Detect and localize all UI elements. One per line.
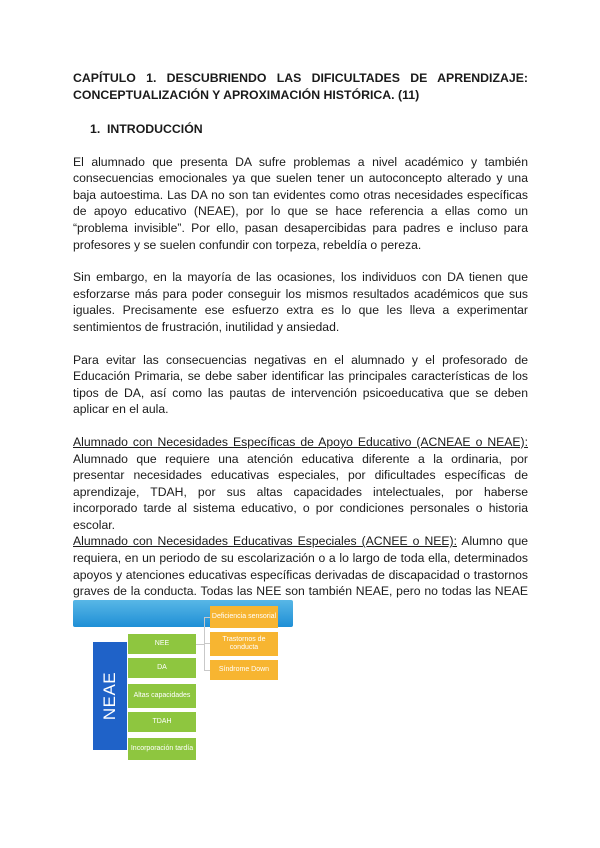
section-title: INTRODUCCIÓN <box>107 122 203 136</box>
document-page <box>73 70 528 616</box>
paragraph-3: Para evitar las consecuencias negativas en el alumnado y el profesorado de Educación Primaria, se debe saber identificar las principales características de los tipos de DA, así como las pautas de intervención psicoeducativa que se deben aplicar en el aula. <box>73 352 528 417</box>
definition-neae <box>73 434 528 534</box>
section-number: 1. <box>90 122 101 136</box>
subtype-deficiencia-sensorial: Deficiencia sensorial <box>210 606 278 628</box>
definition-neae-term: Alumnado con Necesidades Específicas de Apoyo Educativo (ACNEAE o NEAE): <box>73 434 528 449</box>
definition-neae-text: Alumnado que requiere una atención educativa diferente a la ordinaria, por presentar necesidades educativas especiales, por dificultades específicas de aprendizaje, TDAH, por sus altas capacidades intelectuales, por haberse incorporado tarde al sistema educativo, o por condiciones personales o historia escolar. <box>73 451 528 532</box>
definition-nee-text: Alumno que requiera, en un periodo de su escolarización o a lo largo de toda ella, determinados apoyos y atenciones educativas específicas derivadas de discapacidad o trastornos graves de la conducta. Todas las NEE son también NEAE, pero no todas las NEAE <box>73 534 528 599</box>
category-tdah: TDAH <box>128 712 196 732</box>
neae-root-box <box>93 642 127 750</box>
category-altas-capacidades: Altas capacidades <box>128 684 196 708</box>
connector <box>196 644 204 645</box>
neae-root-label: NEAE <box>100 671 120 721</box>
definition-nee-term: Alumnado con Necesidades Educativas Especiales (ACNEE o NEE): <box>73 534 457 549</box>
chapter-title: CAPÍTULO 1. DESCUBRIENDO LAS DIFICULTADES DE APRENDIZAJE: CONCEPTUALIZACIÓN Y APROXIMACIÓN HISTÓRICA. (11) <box>73 71 528 102</box>
paragraph-2: Sin embargo, en la mayoría de las ocasiones, los individuos con DA tienen que esforzarse más para poder conseguir los mismos resultados académicos que sus iguales. Precisamente ese esfuerzo extra es lo que les lleva a experimentar sentimientos de frustración, inutilidad y ansiedad. <box>73 270 528 334</box>
neae-diagram <box>73 600 293 765</box>
category-nee: NEE <box>128 634 196 654</box>
subtype-trastornos-conducta: Trastornos de conducta <box>210 632 278 656</box>
section-heading <box>90 121 528 138</box>
subtype-sindrome-down: Síndrome Down <box>210 660 278 680</box>
category-incorporacion-tardia: Incorporación tardía <box>128 738 196 760</box>
category-da: DA <box>128 658 196 678</box>
paragraph-1: El alumnado que presenta DA sufre problemas a nivel académico y también consecuencias emocionales ya que suelen tener un autoconcepto alterado y una baja autoestima. Las DA no son tan evidentes como otras necesidades específicas de apoyo educativo (NEAE), por lo que se hace referencia a ellas como un “problema invisible”. Por ello, pasan desapercibidas para padres e incluso para profesores y se suelen confundir con torpeza, rebeldía o pereza. <box>73 154 528 252</box>
